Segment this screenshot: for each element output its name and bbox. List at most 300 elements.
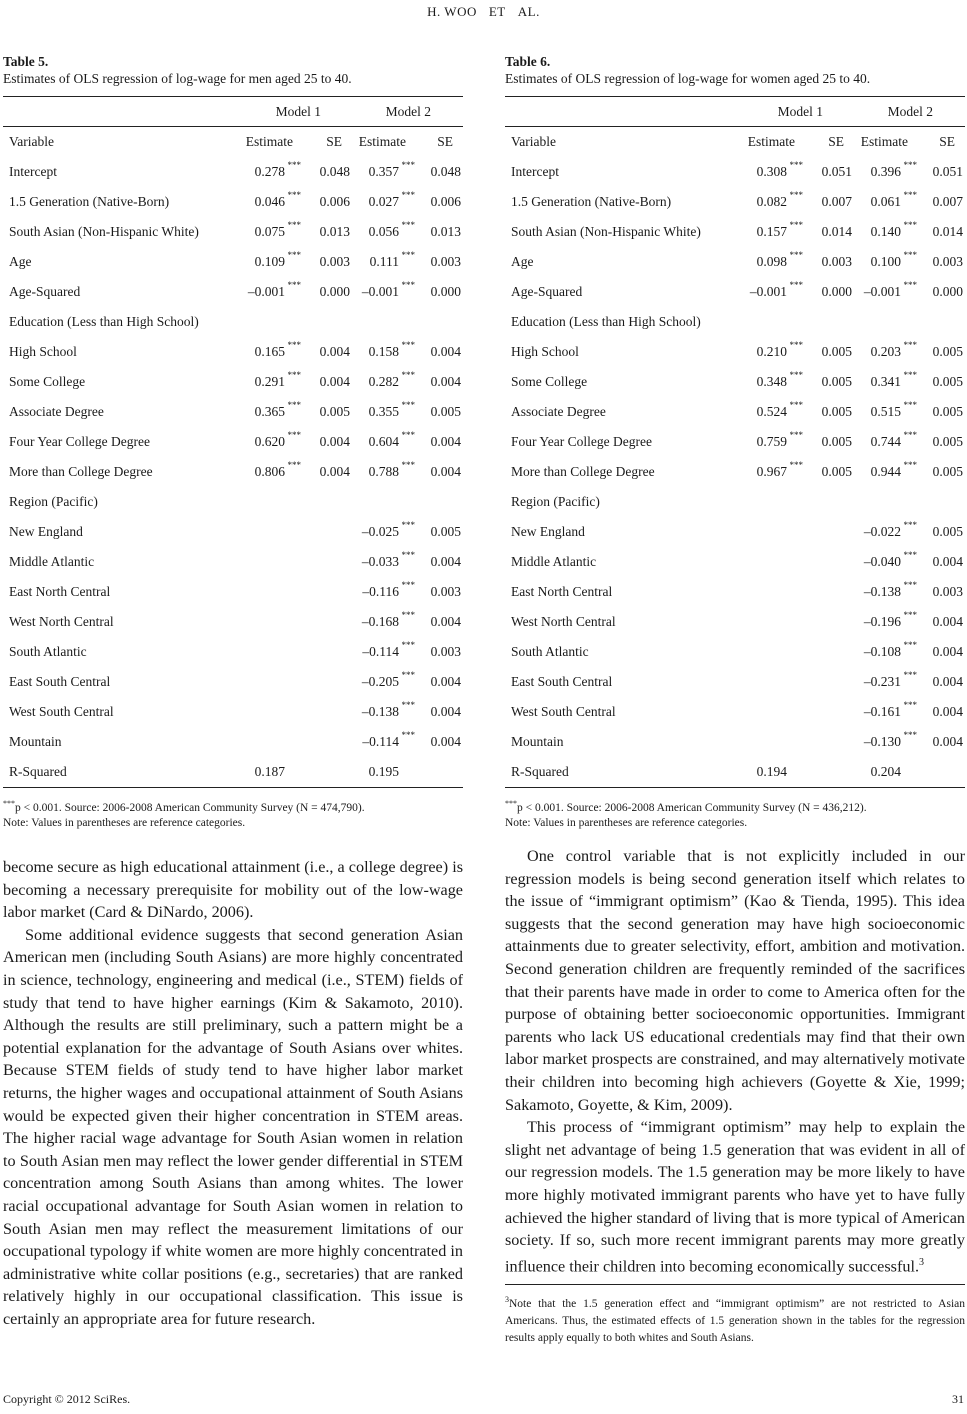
se-cell: 0.004 <box>932 674 963 689</box>
estimate-cell: 0.788 <box>368 464 399 479</box>
significance-mark: *** <box>287 460 301 470</box>
significance-mark: *** <box>287 280 301 290</box>
se-cell: 0.013 <box>430 224 461 239</box>
significance-mark: *** <box>903 700 917 710</box>
estimate-cell: 0.604 <box>368 434 399 449</box>
table-row <box>505 427 965 457</box>
table-row <box>505 217 965 247</box>
se-cell: 0.005 <box>932 344 963 359</box>
estimate-cell: 0.056 <box>368 224 399 239</box>
significance-mark: *** <box>789 430 803 440</box>
table-row <box>505 547 965 577</box>
estimate-cell: –0.022 <box>863 524 901 539</box>
right-paragraph-2 <box>505 1116 965 1278</box>
significance-mark: *** <box>401 190 415 200</box>
variable-cell: Education (Less than High School) <box>511 314 701 329</box>
footnote-text: Note that the 1.5 generation effect and “immigrant optimism” are not restricted to Asian Americans. Thus, the estimated effects of 1.5 generation shown in the tables for the regression results apply equally to both whites and South Asians. <box>505 1297 965 1344</box>
significance-mark: *** <box>287 220 301 230</box>
table6-caption: Estimates of OLS regression of log-wage for women aged 25 to 40. <box>505 71 871 86</box>
table5-col-se-1: SE <box>326 134 342 149</box>
variable-cell: Education (Less than High School) <box>9 314 199 329</box>
significance-mark: *** <box>401 460 415 470</box>
estimate-cell: 0.515 <box>870 404 901 419</box>
table-row <box>3 667 463 697</box>
significance-mark: *** <box>401 700 415 710</box>
estimate-cell: –0.001 <box>361 284 399 299</box>
variable-cell: High School <box>9 344 77 359</box>
estimate-cell: –0.231 <box>863 674 901 689</box>
table-row <box>3 247 463 277</box>
significance-mark: *** <box>903 610 917 620</box>
variable-cell: R-Squared <box>511 764 569 779</box>
variable-cell: More than College Degree <box>9 464 153 479</box>
variable-cell: Associate Degree <box>9 404 104 419</box>
significance-mark: *** <box>903 580 917 590</box>
estimate-cell: 0.396 <box>870 164 901 179</box>
estimate-cell: 0.524 <box>756 404 787 419</box>
table5-caption: Estimates of OLS regression of log-wage for men aged 25 to 40. <box>3 71 352 86</box>
table5-note-sup: *** <box>3 799 15 808</box>
estimate-cell: 0.967 <box>756 464 787 479</box>
estimate-cell: 0.109 <box>254 254 285 269</box>
estimate-cell: –0.138 <box>361 704 399 719</box>
estimate-cell: –0.205 <box>361 674 399 689</box>
estimate-cell: 0.027 <box>368 194 399 209</box>
header-al: AL. <box>517 4 540 19</box>
table-row <box>505 757 965 787</box>
variable-cell: West North Central <box>9 614 114 629</box>
se-cell: 0.004 <box>430 554 461 569</box>
variable-cell: New England <box>9 524 83 539</box>
table5-label: Table 5. <box>3 54 49 69</box>
significance-mark: *** <box>401 610 415 620</box>
se-cell: 0.005 <box>821 434 852 449</box>
se-cell: 0.000 <box>821 284 852 299</box>
table-row <box>505 367 965 397</box>
variable-cell: Mountain <box>9 734 62 749</box>
se-cell: 0.004 <box>932 704 963 719</box>
estimate-cell: 0.282 <box>368 374 399 389</box>
estimate-cell: 0.806 <box>254 464 285 479</box>
se-cell: 0.003 <box>932 254 963 269</box>
significance-mark: *** <box>903 220 917 230</box>
table-row <box>3 457 463 487</box>
variable-cell: 1.5 Generation (Native-Born) <box>9 194 170 209</box>
variable-cell: Intercept <box>9 164 57 179</box>
variable-cell: Region (Pacific) <box>9 494 98 509</box>
table-row <box>3 577 463 607</box>
table-row <box>505 607 965 637</box>
table-row <box>3 547 463 577</box>
variable-cell: East North Central <box>511 584 613 599</box>
variable-cell: Associate Degree <box>511 404 606 419</box>
variable-cell: Middle Atlantic <box>9 554 95 569</box>
se-cell: 0.004 <box>932 644 963 659</box>
estimate-cell: 0.204 <box>870 764 901 779</box>
table5-block <box>3 54 463 831</box>
se-cell: 0.000 <box>319 284 350 299</box>
estimate-cell: –0.130 <box>863 734 901 749</box>
se-cell: 0.006 <box>430 194 461 209</box>
estimate-cell: 0.357 <box>368 164 399 179</box>
estimate-cell: 0.061 <box>870 194 901 209</box>
variable-cell: East South Central <box>511 674 613 689</box>
table-row <box>505 337 965 367</box>
se-cell: 0.004 <box>430 464 461 479</box>
significance-mark: *** <box>401 520 415 530</box>
se-cell: 0.048 <box>319 164 350 179</box>
header-et: ET <box>488 4 506 19</box>
table-row <box>505 697 965 727</box>
se-cell: 0.004 <box>319 344 350 359</box>
se-cell: 0.005 <box>932 374 963 389</box>
significance-mark: *** <box>789 340 803 350</box>
estimate-cell: –0.108 <box>863 644 901 659</box>
table6-model-header <box>505 97 965 127</box>
table-row <box>505 727 965 757</box>
table-row <box>3 517 463 547</box>
estimate-cell: 0.111 <box>369 254 399 269</box>
variable-cell: High School <box>511 344 579 359</box>
estimate-cell: 0.165 <box>254 344 285 359</box>
variable-cell: Four Year College Degree <box>9 434 150 449</box>
significance-mark: *** <box>401 670 415 680</box>
table5-column-header <box>3 127 463 157</box>
variable-cell: South Atlantic <box>9 644 87 659</box>
table-row <box>3 757 463 787</box>
left-body-text <box>3 856 463 1330</box>
variable-cell: West South Central <box>9 704 114 719</box>
table-row <box>505 637 965 667</box>
significance-mark: *** <box>903 160 917 170</box>
variable-cell: Age-Squared <box>511 284 583 299</box>
significance-mark: *** <box>287 400 301 410</box>
table6-block <box>505 54 965 831</box>
se-cell: 0.004 <box>319 434 350 449</box>
se-cell: 0.014 <box>821 224 852 239</box>
header-author: H. WOO <box>427 4 477 19</box>
variable-cell: Age <box>511 254 534 269</box>
variable-cell: Intercept <box>511 164 559 179</box>
se-cell: 0.007 <box>821 194 852 209</box>
estimate-cell: 0.187 <box>254 764 285 779</box>
estimate-cell: –0.001 <box>863 284 901 299</box>
footnote-number: 3 <box>505 1295 509 1304</box>
table6-note-line2: Note: Values in parentheses are reference categories. <box>505 816 748 829</box>
significance-mark: *** <box>903 190 917 200</box>
estimate-cell: –0.116 <box>362 584 399 599</box>
table-row <box>3 217 463 247</box>
variable-cell: South Atlantic <box>511 644 589 659</box>
se-cell: 0.004 <box>932 554 963 569</box>
table6-note-sup: *** <box>505 799 517 808</box>
table-row <box>505 157 965 187</box>
se-cell: 0.005 <box>932 524 963 539</box>
se-cell: 0.000 <box>932 284 963 299</box>
se-cell: 0.005 <box>430 404 461 419</box>
table6-col-estimate-1: Estimate <box>747 134 795 149</box>
significance-mark: *** <box>903 520 917 530</box>
significance-mark: *** <box>789 280 803 290</box>
significance-mark: *** <box>401 640 415 650</box>
estimate-cell: 0.944 <box>870 464 901 479</box>
estimate-cell: 0.291 <box>254 374 285 389</box>
se-cell: 0.003 <box>430 254 461 269</box>
se-cell: 0.005 <box>932 464 963 479</box>
significance-mark: *** <box>401 430 415 440</box>
table5-col-se-2: SE <box>437 134 453 149</box>
significance-mark: *** <box>401 400 415 410</box>
se-cell: 0.014 <box>932 224 963 239</box>
variable-cell: Some College <box>9 374 86 389</box>
table-row <box>3 487 463 517</box>
significance-mark: *** <box>789 370 803 380</box>
copyright: Copyright © 2012 SciRes. <box>3 1392 131 1406</box>
variable-cell: West South Central <box>511 704 616 719</box>
significance-mark: *** <box>789 400 803 410</box>
estimate-cell: 0.195 <box>368 764 399 779</box>
table-row <box>3 367 463 397</box>
se-cell: 0.005 <box>821 374 852 389</box>
table-row <box>505 667 965 697</box>
estimate-cell: 0.157 <box>756 224 787 239</box>
table6-note <box>505 796 965 831</box>
table6-col-estimate-2: Estimate <box>860 134 908 149</box>
running-header <box>0 4 967 20</box>
significance-mark: *** <box>903 340 917 350</box>
estimate-cell: –0.138 <box>863 584 901 599</box>
significance-mark: *** <box>287 250 301 260</box>
estimate-cell: 0.759 <box>756 434 787 449</box>
significance-mark: *** <box>401 160 415 170</box>
estimate-cell: –0.196 <box>863 614 901 629</box>
variable-cell: Middle Atlantic <box>511 554 597 569</box>
se-cell: 0.005 <box>821 404 852 419</box>
significance-mark: *** <box>401 550 415 560</box>
significance-mark: *** <box>287 160 301 170</box>
variable-cell: More than College Degree <box>511 464 655 479</box>
left-paragraph-2: Some additional evidence suggests that second generation Asian American men (including South Asians) are more highly concentrated in science, technology, engineering and medical (i.e., STEM) fields of study that tend to have higher earnings (Kim & Sakamoto, 2010). Although the results are still preliminary, such a pattern might be a potential explanation for the advantage of South Asians over whites. Because STEM fields of study tend to have higher labor market returns, the higher wages and occupational attainment of South Asians would be expected given their higher concentration in STEM areas. The higher racial wage advantage for South Asian women in relation to South Asian men may reflect the lower gender differential in STEM concentration among South Asians than among whites. The lower racial occupational advantage for South Asian women in relation to South Asian men may reflect the measurement limitations of our occupational typology if white women are more highly concentrated in administrative white collar positions (e.g., secretaries) that are ranked relatively highly in our occupational classification. This issue is certainly an appropriate area for future research. <box>3 925 463 1328</box>
significance-mark: *** <box>903 670 917 680</box>
table5-model-header <box>3 97 463 127</box>
variable-cell: Age-Squared <box>9 284 81 299</box>
table-row <box>3 607 463 637</box>
estimate-cell: –0.168 <box>361 614 399 629</box>
estimate-cell: –0.001 <box>247 284 285 299</box>
table5-col-estimate-1: Estimate <box>245 134 293 149</box>
significance-mark: *** <box>789 460 803 470</box>
significance-mark: *** <box>903 280 917 290</box>
table-row <box>3 307 463 337</box>
estimate-cell: 0.140 <box>870 224 901 239</box>
se-cell: 0.003 <box>430 584 461 599</box>
se-cell: 0.005 <box>821 464 852 479</box>
table5-note-line1: p < 0.001. Source: 2006-2008 American Community Survey (N = 474,790). <box>15 801 365 814</box>
estimate-cell: 0.278 <box>254 164 285 179</box>
estimate-cell: 0.046 <box>254 194 285 209</box>
table-row <box>3 727 463 757</box>
table5-model1: Model 1 <box>275 104 321 119</box>
se-cell: 0.004 <box>319 464 350 479</box>
significance-mark: *** <box>287 190 301 200</box>
table6-column-header <box>505 127 965 157</box>
significance-mark: *** <box>287 430 301 440</box>
table-row <box>505 277 965 307</box>
significance-mark: *** <box>287 340 301 350</box>
se-cell: 0.004 <box>430 434 461 449</box>
significance-mark: *** <box>903 400 917 410</box>
table-row <box>3 187 463 217</box>
estimate-cell: –0.001 <box>749 284 787 299</box>
table6-col-variable: Variable <box>511 134 556 149</box>
significance-mark: *** <box>401 580 415 590</box>
se-cell: 0.005 <box>319 404 350 419</box>
se-cell: 0.006 <box>319 194 350 209</box>
table-row <box>505 397 965 427</box>
significance-mark: *** <box>903 430 917 440</box>
estimate-cell: 0.075 <box>254 224 285 239</box>
se-cell: 0.005 <box>932 404 963 419</box>
significance-mark: *** <box>401 250 415 260</box>
significance-mark: *** <box>903 550 917 560</box>
table6-model2: Model 2 <box>887 104 933 119</box>
se-cell: 0.005 <box>821 344 852 359</box>
estimate-cell: 0.348 <box>756 374 787 389</box>
se-cell: 0.000 <box>430 284 461 299</box>
table-row <box>3 337 463 367</box>
significance-mark: *** <box>903 460 917 470</box>
se-cell: 0.004 <box>430 674 461 689</box>
table-row <box>505 307 965 337</box>
se-cell: 0.003 <box>821 254 852 269</box>
footnote-ref: 3 <box>919 1256 924 1268</box>
estimate-cell: 0.308 <box>756 164 787 179</box>
table6-model1: Model 1 <box>777 104 823 119</box>
table-row <box>3 397 463 427</box>
estimate-cell: 0.365 <box>254 404 285 419</box>
table6-label: Table 6. <box>505 54 551 69</box>
estimate-cell: 0.203 <box>870 344 901 359</box>
table-row <box>505 487 965 517</box>
table-row <box>3 277 463 307</box>
estimate-cell: 0.194 <box>756 764 787 779</box>
table-row <box>3 697 463 727</box>
table-row <box>505 577 965 607</box>
table5-note <box>3 796 463 831</box>
estimate-cell: –0.114 <box>362 734 399 749</box>
variable-cell: South Asian (Non-Hispanic White) <box>511 224 701 239</box>
se-cell: 0.051 <box>932 164 963 179</box>
table6-col-se-2: SE <box>939 134 955 149</box>
table5-model2: Model 2 <box>385 104 431 119</box>
table-row <box>505 457 965 487</box>
se-cell: 0.048 <box>430 164 461 179</box>
table-row <box>3 637 463 667</box>
table-row <box>3 157 463 187</box>
estimate-cell: –0.033 <box>361 554 399 569</box>
table5-col-variable: Variable <box>9 134 54 149</box>
estimate-cell: 0.210 <box>756 344 787 359</box>
estimate-cell: 0.355 <box>368 404 399 419</box>
variable-cell: Age <box>9 254 32 269</box>
variable-cell: New England <box>511 524 585 539</box>
estimate-cell: –0.161 <box>863 704 901 719</box>
significance-mark: *** <box>903 640 917 650</box>
se-cell: 0.003 <box>430 644 461 659</box>
estimate-cell: 0.620 <box>254 434 285 449</box>
se-cell: 0.051 <box>821 164 852 179</box>
se-cell: 0.003 <box>932 584 963 599</box>
se-cell: 0.004 <box>932 734 963 749</box>
se-cell: 0.004 <box>932 614 963 629</box>
table6 <box>505 96 965 788</box>
estimate-cell: 0.100 <box>870 254 901 269</box>
estimate-cell: –0.025 <box>361 524 399 539</box>
se-cell: 0.004 <box>430 734 461 749</box>
variable-cell: South Asian (Non-Hispanic White) <box>9 224 199 239</box>
se-cell: 0.003 <box>319 254 350 269</box>
variable-cell: West North Central <box>511 614 616 629</box>
significance-mark: *** <box>903 370 917 380</box>
variable-cell: East North Central <box>9 584 111 599</box>
estimate-cell: –0.040 <box>863 554 901 569</box>
table6-note-line1: p < 0.001. Source: 2006-2008 American Community Survey (N = 436,212). <box>517 801 867 814</box>
variable-cell: Region (Pacific) <box>511 494 600 509</box>
se-cell: 0.004 <box>430 344 461 359</box>
significance-mark: *** <box>401 370 415 380</box>
significance-mark: *** <box>401 280 415 290</box>
se-cell: 0.004 <box>430 614 461 629</box>
estimate-cell: 0.744 <box>870 434 901 449</box>
variable-cell: R-Squared <box>9 764 67 779</box>
significance-mark: *** <box>789 220 803 230</box>
footnote <box>505 1284 965 1347</box>
right-paragraph-1: One control variable that is not explicitly included in our regression models is being second generation itself which relates to the issue of “immigrant optimism” (Kao & Tienda, 1995). This idea suggests that the second generation may have high socioeconomic attainments due to greater selectivity, effort, ambition and motivation. Second generation children are frequently reminded of the sacrifices that their parents have made in order to come to America often for the purpose of obtaining better socioeconomic opportunities. Immigrant parents who lack US educational credentials may find that their own labor market prospects are constrained, and may alternatively motivate their children into becoming high achievers (Goyette & Xie, 1999; Sakamoto, Goyette, & Kim, 2009). <box>505 847 965 1114</box>
se-cell: 0.004 <box>430 704 461 719</box>
right-body-text <box>505 845 965 1278</box>
estimate-cell: –0.114 <box>362 644 399 659</box>
table-row <box>505 517 965 547</box>
table6-col-se-1: SE <box>828 134 844 149</box>
significance-mark: *** <box>401 730 415 740</box>
table-row <box>505 187 965 217</box>
significance-mark: *** <box>903 250 917 260</box>
table5-col-estimate-2: Estimate <box>358 134 406 149</box>
se-cell: 0.004 <box>319 374 350 389</box>
estimate-cell: 0.098 <box>756 254 787 269</box>
significance-mark: *** <box>287 370 301 380</box>
page-number: 31 <box>952 1392 964 1406</box>
estimate-cell: 0.158 <box>368 344 399 359</box>
right-paragraph-2-text: This process of “immigrant optimism” may help to explain the slight net advantage of being 1.5 generation that was evident in all of our regression models. The 1.5 generation may be more likely to have more highly motivated immigrant parents who have yet to have fully achieved the higher standard of living that is more typical of American society. If so, such more recent immigrant parents may more greatly influence their children into becoming economically successful. <box>505 1118 965 1276</box>
table-row <box>505 247 965 277</box>
estimate-cell: 0.341 <box>870 374 901 389</box>
significance-mark: *** <box>789 160 803 170</box>
se-cell: 0.004 <box>430 374 461 389</box>
table-row <box>3 427 463 457</box>
se-cell: 0.005 <box>932 434 963 449</box>
variable-cell: East South Central <box>9 674 111 689</box>
table5-note-line2: Note: Values in parentheses are reference categories. <box>3 816 246 829</box>
significance-mark: *** <box>903 730 917 740</box>
se-cell: 0.013 <box>319 224 350 239</box>
significance-mark: *** <box>401 220 415 230</box>
variable-cell: Mountain <box>511 734 564 749</box>
significance-mark: *** <box>789 190 803 200</box>
variable-cell: 1.5 Generation (Native-Born) <box>511 194 672 209</box>
se-cell: 0.007 <box>932 194 963 209</box>
significance-mark: *** <box>789 250 803 260</box>
